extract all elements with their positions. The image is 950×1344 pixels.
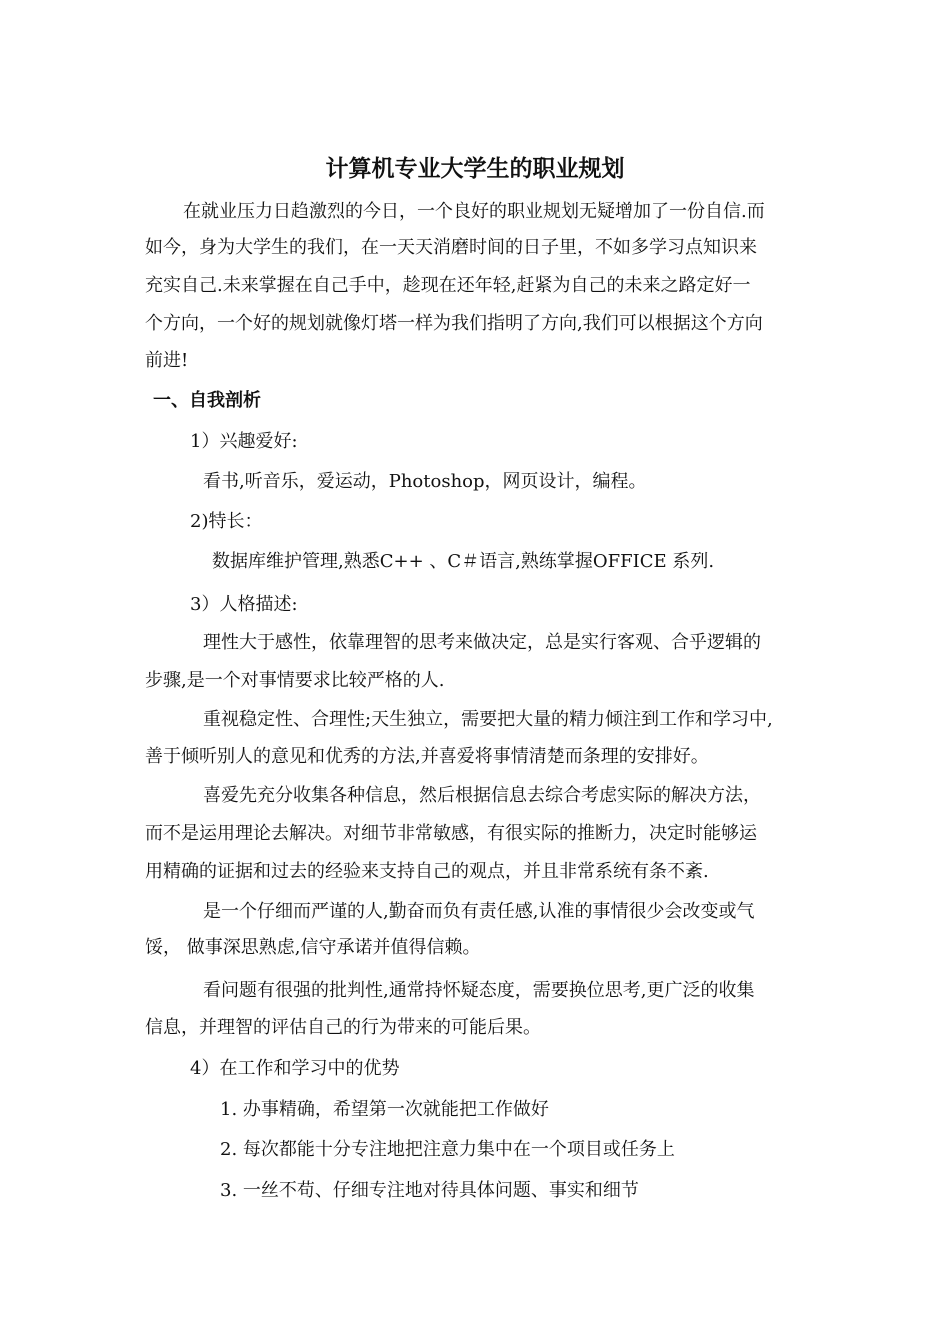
personality-line-5: 喜爱先充分收集各种信息，然后根据信息去综合考虑实际的解决方法，	[203, 785, 761, 806]
advantages-label: 4）在工作和学习中的优势	[190, 1058, 400, 1079]
personality-line-8: 是一个仔细而严谨的人,勤奋而负有责任感,认准的事情很少会改变或气	[203, 901, 755, 922]
skills-label: 2)特长：	[190, 511, 263, 532]
intro-line-5: 前进!	[145, 350, 189, 371]
personality-line-1: 理性大于感性，依靠理智的思考来做决定，总是实行客观、合乎逻辑的	[203, 632, 761, 653]
personality-line-3: 重视稳定性、合理性;天生独立，需要把大量的精力倾注到工作和学习中,	[203, 709, 773, 730]
personality-line-4: 善于倾听别人的意见和优秀的方法,并喜爱将事情清楚而条理的安排好。	[145, 746, 709, 767]
personality-line-2: 步骤,是一个对事情要求比较严格的人.	[145, 670, 445, 691]
intro-line-2: 如今，身为大学生的我们，在一天天消磨时间的日子里，不如多学习点知识来	[145, 237, 757, 258]
personality-line-10: 看问题有很强的批判性,通常持怀疑态度，需要换位思考,更广泛的收集	[203, 980, 755, 1001]
section-heading-self-analysis: 一、自我剖析	[153, 390, 261, 411]
intro-line-3: 充实自己.未来掌握在自己手中，趁现在还年轻,赶紧为自己的未来之路定好一	[145, 275, 751, 296]
personality-line-11: 信息，并理智的评估自己的行为带来的可能后果。	[145, 1017, 541, 1038]
skills-text: 数据库维护管理,熟悉C++ 、C＃语言,熟练掌握OFFICE 系列.	[212, 551, 715, 572]
personality-line-9: 馁， 做事深思熟虑,信守承诺并值得信赖。	[145, 937, 481, 958]
intro-line-1: 在就业压力日趋激烈的今日，一个良好的职业规划无疑增加了一份自信.而	[183, 201, 765, 222]
advantage-item-2: 2. 每次都能十分专注地把注意力集中在一个项目或任务上	[220, 1139, 675, 1160]
interests-text: 看书,听音乐，爱运动，Photoshop，网页设计，编程。	[203, 471, 647, 492]
advantage-item-3: 3. 一丝不苟、仔细专注地对待具体问题、事实和细节	[220, 1180, 639, 1201]
interests-label: 1）兴趣爱好:	[190, 431, 298, 452]
advantage-item-1: 1. 办事精确，希望第一次就能把工作做好	[220, 1099, 549, 1120]
personality-label: 3）人格描述:	[190, 594, 298, 615]
intro-line-4: 个方向，一个好的规划就像灯塔一样为我们指明了方向,我们可以根据这个方向	[145, 313, 763, 334]
personality-line-7: 用精确的证据和过去的经验来支持自己的观点，并且非常系统有条不紊.	[145, 861, 709, 882]
personality-line-6: 而不是运用理论去解决。对细节非常敏感，有很实际的推断力，决定时能够运	[145, 823, 757, 844]
document-title: 计算机专业大学生的职业规划	[325, 156, 625, 182]
